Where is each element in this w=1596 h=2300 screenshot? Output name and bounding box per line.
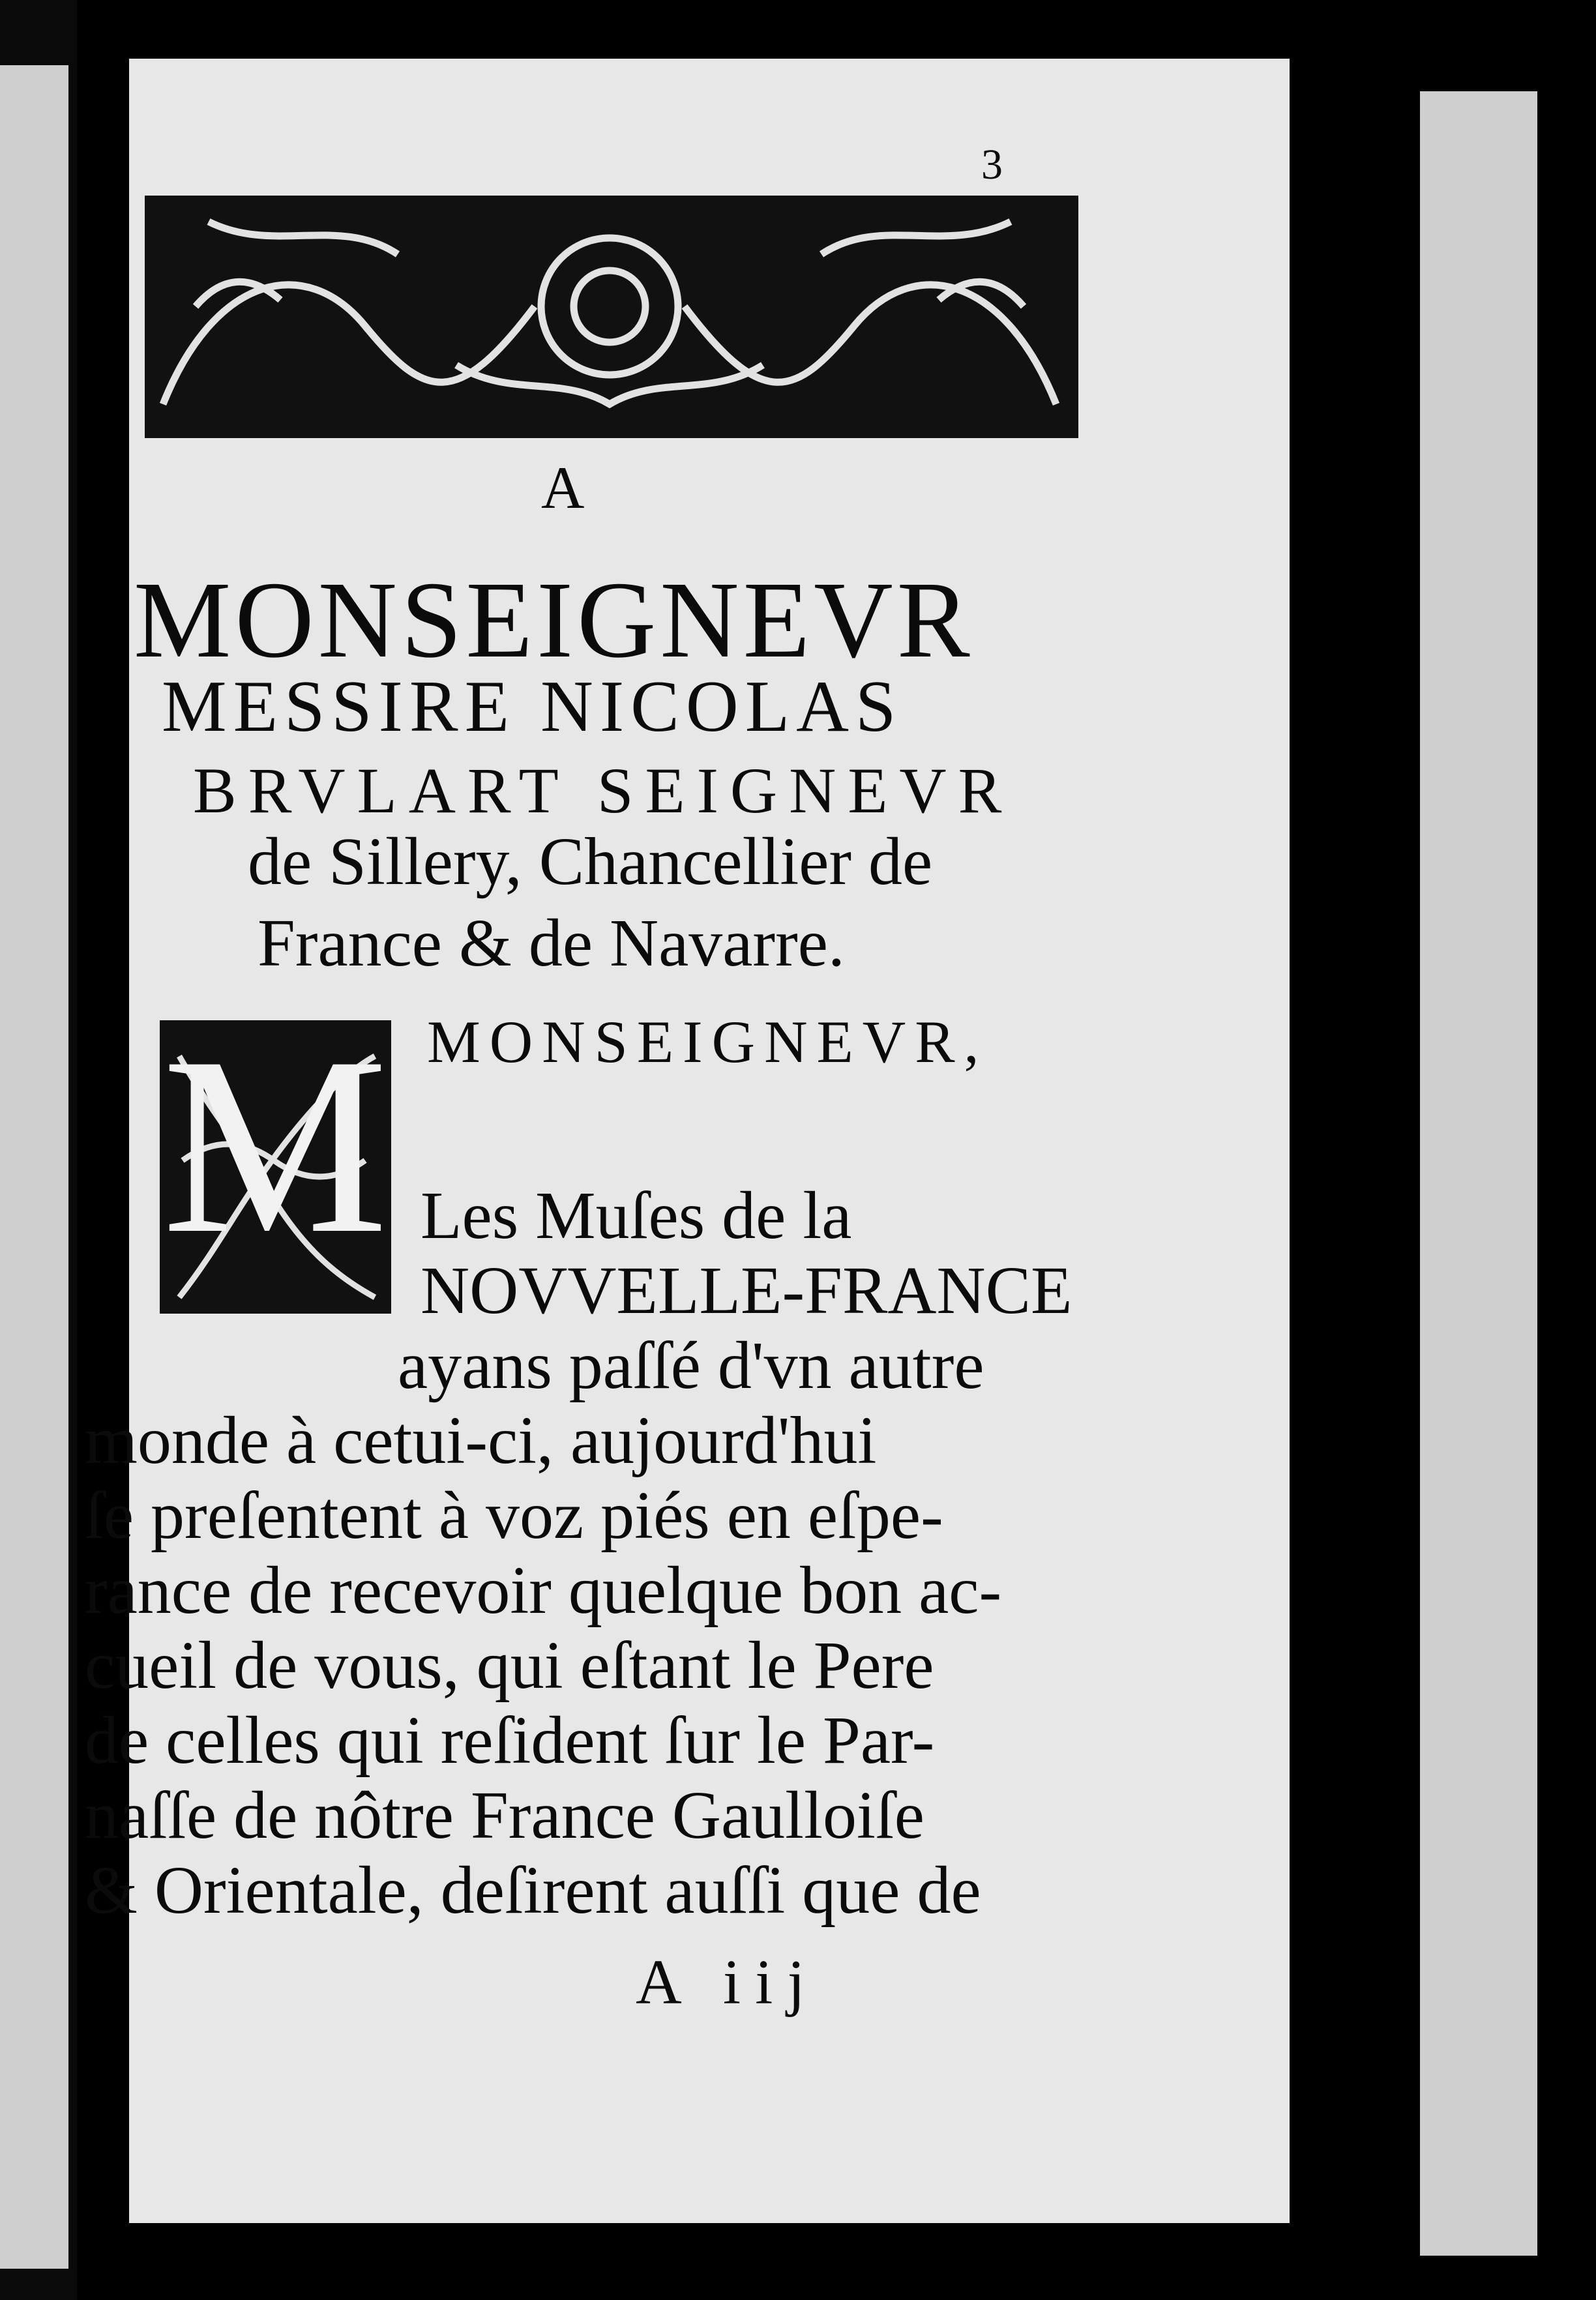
body-line: ſe preſentent à voz piés en eſpe-: [85, 1478, 943, 1553]
signature-mark: A iij: [636, 1947, 820, 2018]
dedication-title-line-3: BRVLART SEIGNEVR: [193, 754, 1014, 827]
right-adjacent-page: [1420, 91, 1537, 2256]
body-line: de celles qui reſident ſur le Par-: [85, 1703, 935, 1778]
dedication-title-line-2: MESSIRE NICOLAS: [162, 666, 903, 747]
body-line: cueil de vous, qui eſtant le Pere: [85, 1628, 934, 1703]
drop-cap-letter: M: [162, 1005, 389, 1286]
page-number: 3: [981, 141, 1003, 188]
left-adjacent-page: [0, 65, 68, 2269]
body-line: & Orientale, deſirent auſſi que de: [85, 1853, 981, 1928]
salutation-to: A: [541, 454, 585, 521]
dedication-title-line-1: MONSEIGNEVR: [134, 559, 974, 681]
body-line: NOVVELLE-FRANCE: [421, 1253, 1072, 1328]
body-line: rance de recevoir quelque bon ac-: [85, 1553, 1002, 1628]
decorative-headpiece: [145, 196, 1078, 438]
body-line: ayans paſſé d'vn autre: [398, 1328, 984, 1403]
dedication-title-line-4: de Sillery, Chancellier de: [248, 824, 933, 899]
body-line: monde à cetui-ci, aujourd'hui: [85, 1403, 877, 1478]
body-line: naſſe de nôtre France Gaulloiſe: [85, 1778, 924, 1853]
body-line: Les Muſes de la: [421, 1178, 852, 1253]
dedication-title-line-5: France & de Navarre.: [258, 906, 845, 980]
address-line: MONSEIGNEVR,: [427, 1009, 988, 1075]
